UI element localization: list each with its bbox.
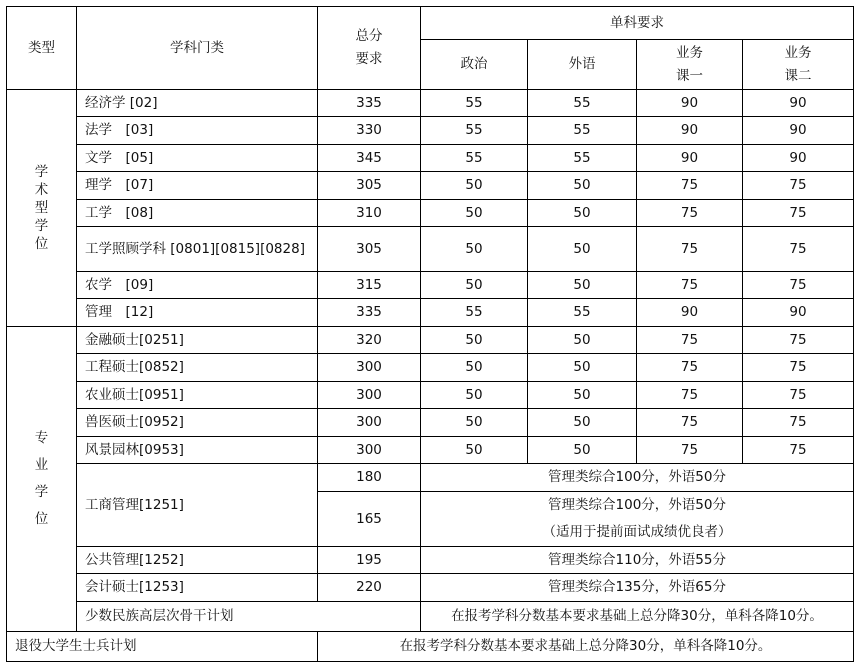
politics-score: 55: [421, 145, 528, 172]
header-politics: 政治: [421, 40, 528, 90]
table-row: [7, 145, 854, 172]
total-score: 335: [318, 299, 421, 327]
header-total: [318, 7, 421, 90]
politics-score: 55: [421, 117, 528, 145]
politics-score: 50: [421, 354, 528, 382]
language-score: 55: [528, 90, 637, 117]
course1-score: 75: [637, 172, 743, 200]
table-row: [7, 382, 854, 409]
language-score: 50: [528, 200, 637, 227]
subject-name: 公共管理[1252]: [77, 547, 318, 574]
table-row: [7, 90, 854, 117]
table-row: [7, 227, 854, 272]
course1-score: 75: [637, 382, 743, 409]
subject-name: 理学 [07]: [77, 172, 318, 200]
table-row: [7, 437, 854, 464]
header-total-text: 总分要求: [355, 28, 383, 67]
politics-score: 50: [421, 272, 528, 299]
subject-name: 会计硕士[1253]: [77, 574, 318, 602]
header-category: 学科门类: [77, 7, 318, 90]
total-score: 195: [318, 547, 421, 574]
combined-requirement: 管理类综合110分，外语55分: [421, 547, 854, 574]
total-score: 165: [318, 492, 421, 547]
politics-score: 50: [421, 227, 528, 272]
total-score: 220: [318, 574, 421, 602]
special-plan-rule: 在报考学科分数基本要求基础上总分降30分，单科各降10分。: [421, 602, 854, 632]
course1-score: 75: [637, 409, 743, 437]
course2-score: 75: [743, 272, 854, 299]
combined-requirement: 管理类综合135分，外语65分: [421, 574, 854, 602]
total-score: 300: [318, 409, 421, 437]
course2-score: 75: [743, 409, 854, 437]
course2-score: 75: [743, 200, 854, 227]
total-score: 310: [318, 200, 421, 227]
special-plan-rule: 在报考学科分数基本要求基础上总分降30分，单科各降10分。: [318, 632, 854, 662]
course1-score: 90: [637, 299, 743, 327]
course2-score: 75: [743, 354, 854, 382]
course1-score: 75: [637, 354, 743, 382]
course2-score: 75: [743, 172, 854, 200]
course2-score: 90: [743, 145, 854, 172]
subject-name: 工学照顾学科 [0801][0815][0828]: [77, 227, 318, 272]
total-score: 345: [318, 145, 421, 172]
course2-score: 75: [743, 327, 854, 354]
politics-score: 50: [421, 409, 528, 437]
politics-score: 55: [421, 299, 528, 327]
course1-score: 90: [637, 90, 743, 117]
requirement-note: （适用于提前面试成绩优良者）: [542, 524, 732, 540]
table-row: [7, 299, 854, 327]
total-score: 300: [318, 354, 421, 382]
table-row: [7, 547, 854, 574]
course2-score: 90: [743, 90, 854, 117]
table-row: [7, 602, 854, 632]
header-course1: [637, 40, 743, 90]
language-score: 50: [528, 227, 637, 272]
subject-name: 金融硕士[0251]: [77, 327, 318, 354]
table-row: [7, 632, 854, 662]
subject-name: 经济学 [02]: [77, 90, 318, 117]
subject-name: 法学 [03]: [77, 117, 318, 145]
course1-score: 75: [637, 227, 743, 272]
header-course2: [743, 40, 854, 90]
politics-score: 50: [421, 172, 528, 200]
course1-score: 75: [637, 272, 743, 299]
total-score: 330: [318, 117, 421, 145]
special-plan-name: 退役大学生士兵计划: [7, 632, 318, 662]
language-score: 50: [528, 354, 637, 382]
requirement-text: 管理类综合100分，外语50分: [548, 497, 726, 513]
language-score: 55: [528, 117, 637, 145]
score-requirements-table: [6, 6, 854, 662]
subject-name: 工程硕士[0852]: [77, 354, 318, 382]
group-professional: [7, 327, 77, 632]
subject-name: 兽医硕士[0952]: [77, 409, 318, 437]
total-score: 300: [318, 437, 421, 464]
table-row: [7, 172, 854, 200]
total-score: 315: [318, 272, 421, 299]
table-row: [7, 117, 854, 145]
subject-name: 农业硕士[0951]: [77, 382, 318, 409]
course1-score: 90: [637, 145, 743, 172]
language-score: 55: [528, 299, 637, 327]
combined-requirement: [421, 492, 854, 547]
group-professional-label: 专业学位: [34, 430, 49, 527]
politics-score: 50: [421, 327, 528, 354]
header-type: 类型: [7, 7, 77, 90]
table-row: [7, 409, 854, 437]
subject-name: 农学 [09]: [77, 272, 318, 299]
subject-name: 管理 [12]: [77, 299, 318, 327]
total-score: 320: [318, 327, 421, 354]
course2-score: 75: [743, 227, 854, 272]
course1-score: 75: [637, 200, 743, 227]
table-row: [7, 354, 854, 382]
language-score: 50: [528, 272, 637, 299]
course2-score: 75: [743, 437, 854, 464]
course1-score: 75: [637, 327, 743, 354]
table-row: [7, 327, 854, 354]
header-course2-text: 业务课二: [784, 44, 812, 84]
table-row: [7, 200, 854, 227]
group-academic-label: 学术型学位: [34, 164, 49, 252]
politics-score: 55: [421, 90, 528, 117]
politics-score: 50: [421, 382, 528, 409]
language-score: 50: [528, 409, 637, 437]
total-score: 305: [318, 227, 421, 272]
politics-score: 50: [421, 200, 528, 227]
course2-score: 90: [743, 117, 854, 145]
politics-score: 50: [421, 437, 528, 464]
course2-score: 90: [743, 299, 854, 327]
subject-name: 风景园林[0953]: [77, 437, 318, 464]
table-row: [7, 464, 854, 492]
total-score: 335: [318, 90, 421, 117]
table-row: [7, 574, 854, 602]
combined-requirement: 管理类综合100分，外语50分: [421, 464, 854, 492]
course2-score: 75: [743, 382, 854, 409]
language-score: 50: [528, 382, 637, 409]
group-academic: [7, 90, 77, 327]
header-language: 外语: [528, 40, 637, 90]
subject-name: 工学 [08]: [77, 200, 318, 227]
language-score: 50: [528, 437, 637, 464]
total-score: 305: [318, 172, 421, 200]
header-single: 单科要求: [421, 7, 854, 40]
language-score: 55: [528, 145, 637, 172]
subject-name: 工商管理[1251]: [77, 464, 318, 547]
total-score: 300: [318, 382, 421, 409]
course1-score: 90: [637, 117, 743, 145]
special-plan-name: 少数民族高层次骨干计划: [77, 602, 421, 632]
subject-name: 文学 [05]: [77, 145, 318, 172]
total-score: 180: [318, 464, 421, 492]
table-row: [7, 272, 854, 299]
header-course1-text: 业务课一: [676, 44, 703, 84]
language-score: 50: [528, 327, 637, 354]
course1-score: 75: [637, 437, 743, 464]
language-score: 50: [528, 172, 637, 200]
